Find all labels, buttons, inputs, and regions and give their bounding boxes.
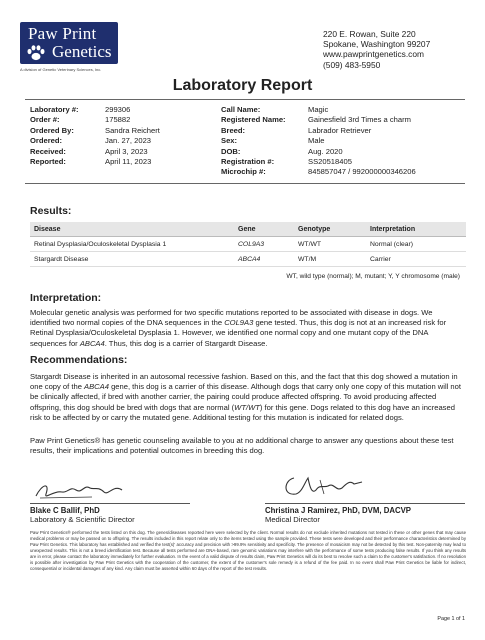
interpretation-cell: Carrier	[366, 252, 466, 267]
info-label: Microchip #:	[221, 167, 266, 177]
column-header: Genotype	[294, 222, 366, 237]
counseling-text: Paw Print Genetics® has genetic counseling available to you at no additional charge to answer any questions about these test results, their implications and potential outcomes in breeding this dog.	[30, 436, 454, 456]
order-info	[30, 105, 160, 167]
info-label: Laboratory #:	[30, 105, 79, 114]
divider	[25, 183, 465, 184]
signatory-title: Laboratory & Scientific Director	[30, 515, 135, 524]
info-value: April 11, 2023	[105, 157, 152, 167]
page-title: Laboratory Report	[172, 77, 313, 94]
column-header: Disease	[30, 222, 234, 237]
info-value: Sandra Reichert	[105, 125, 160, 135]
address-line: 220 E. Rowan, Suite 220	[323, 29, 416, 39]
info-label: Ordered:	[30, 136, 63, 146]
info-label: Received:	[30, 146, 66, 156]
logo-text-line2: Genetics	[52, 42, 112, 61]
info-label: Ordered By:	[30, 125, 74, 135]
recommendations-text: Stargardt Disease is inherited in an autosomal recessive fashion. Based on this, and the fact that this dog showed a mutation in one copy of the ABCA4 gene, this dog is a carrier of this disease. Although dogs that carry only one copy of this mutation will not be clinically affected, if bred with another carrier, the pairing could produce affected offspring. To avoid producing affected offspring, this dog should be bred with dogs that are normal (WT/WT) for this gene. Dogs related to this dog have an increased risk to be affected by or carry the mutated gene. Additional testing for this mutation is indicated for related dogs.	[30, 372, 461, 422]
table-row	[30, 237, 466, 252]
signatory-title: Medical Director	[265, 515, 320, 524]
info-label: Breed:	[221, 125, 246, 135]
dog-info	[221, 105, 416, 178]
gene-cell: COL9A3	[234, 237, 294, 252]
info-label: Registration #:	[221, 157, 275, 167]
gene-cell: ABCA4	[234, 252, 294, 267]
logo-tagline: A division of Genetic Veterinary Sciences, Inc.	[20, 67, 102, 72]
disease-cell: Retinal Dysplasia/Oculoskeletal Dysplasia 1	[30, 237, 234, 252]
signatory-name: Christina J Ramirez, PhD, DVM, DACVP	[265, 506, 412, 515]
paw-icon	[25, 44, 47, 62]
info-value: Magic	[308, 105, 329, 114]
info-label: Reported:	[30, 157, 66, 167]
interpretation-cell: Normal (clear)	[366, 237, 466, 252]
info-label: Call Name:	[221, 105, 261, 114]
signature-line	[265, 503, 465, 504]
column-header: Interpretation	[366, 222, 466, 237]
interpretation-heading: Interpretation:	[30, 292, 102, 304]
table-row	[30, 252, 466, 267]
info-label: DOB:	[221, 146, 241, 156]
phone-number: (509) 483-5950	[323, 59, 381, 70]
disease-cell: Stargardt Disease	[30, 252, 234, 267]
genotype-cell: WT/M	[294, 252, 366, 267]
info-label: Order #:	[30, 115, 60, 125]
logo-text-line1: Paw Print	[28, 24, 97, 43]
signatory-1	[30, 506, 135, 524]
signature-ramirez	[280, 470, 380, 502]
disclaimer-text: Paw Print Genetics® performed the tests listed on this dog. The genes/diseases reported here were selected by the client. Normal results do not exclude inherited mutations not tested in these or other genes that may cause medical problems or may be passed on to offspring. The results included in this report relate only to the items tested using the sample provided. These tests were developed and their performance characteristics determined by Paw Print Genetics. This laboratory has established and verified the test(s)' accuracy and precision with >99.9% sensitivity and specificity. The presence of mosaicism may not be detected by this test. Non-paternity may lead to unexpected results. This is not a breed identification test. Because all tests performed are DNA-based, rare genomic variations may interfere with the performance of some tests producing false results. If you think any results are in error, please contact the laboratory immediately for further evaluation. In the event of a valid dispute of results claim, Paw Print Genetics will do its best to resolve such a claim to the customer's satisfaction. If no resolution is possible after investigation by Paw Print Genetics with the cooperation of the customer, the extent of the customer's sole remedy is a refund of the fee paid. In no event shall Paw Print Genetics be liable for indirect, consequential or incidental damages of any kind. Any claim must be asserted within 60 days of the report of the test results.	[30, 530, 466, 571]
table-header-row	[30, 222, 466, 237]
column-header: Gene	[234, 222, 294, 237]
recommendations-heading: Recommendations:	[30, 354, 128, 366]
company-address	[323, 29, 430, 70]
interpretation-text: Molecular genetic analysis was performed for two specific mutations reported to be associated with disease in dogs. We identified two normal copies of the DNA sequences in the COL9A3 gene tested. Thus, this dog is not at an increased risk for Retinal Dysplasia/Oculoskeletal Dysplasia 1. However, we identified one normal copy and one mutant copy of the DNA sequences for ABCA4. Thus, this dog is a carrier of Stargardt Disease.	[30, 308, 447, 348]
info-label: Sex:	[221, 136, 238, 146]
info-value: Labrador Retriever	[308, 125, 372, 135]
info-value: Male	[308, 136, 325, 146]
address-line: Spokane, Washington 99207	[323, 39, 431, 50]
signatory-name: Blake C Ballif, PhD	[30, 506, 100, 515]
info-value: Jan. 27, 2023	[105, 136, 152, 146]
results-table	[30, 222, 466, 267]
info-value: 175882	[105, 115, 131, 125]
signature-line	[30, 503, 190, 504]
info-value: Gainesfield 3rd Times a charm	[308, 115, 411, 125]
signatory-2	[265, 506, 411, 524]
divider	[25, 99, 465, 100]
results-heading: Results:	[30, 205, 72, 217]
genotype-cell: WT/WT	[294, 237, 366, 252]
signature-ballif	[32, 478, 132, 504]
info-label: Registered Name:	[221, 115, 286, 125]
website-link[interactable]: www.pawprintgenetics.com	[323, 49, 425, 60]
genotype-legend: WT, wild type (normal); M, mutant; Y, Y chromosome (male)	[286, 273, 460, 280]
info-value: Aug. 2020	[308, 146, 343, 156]
info-value: April 3, 2023	[105, 146, 148, 156]
info-value: 845857047 / 992000000346206	[308, 167, 416, 177]
info-value: 299306	[105, 105, 131, 114]
info-value: SS20518405	[308, 157, 352, 167]
page-number: Page 1 of 1	[437, 616, 465, 622]
